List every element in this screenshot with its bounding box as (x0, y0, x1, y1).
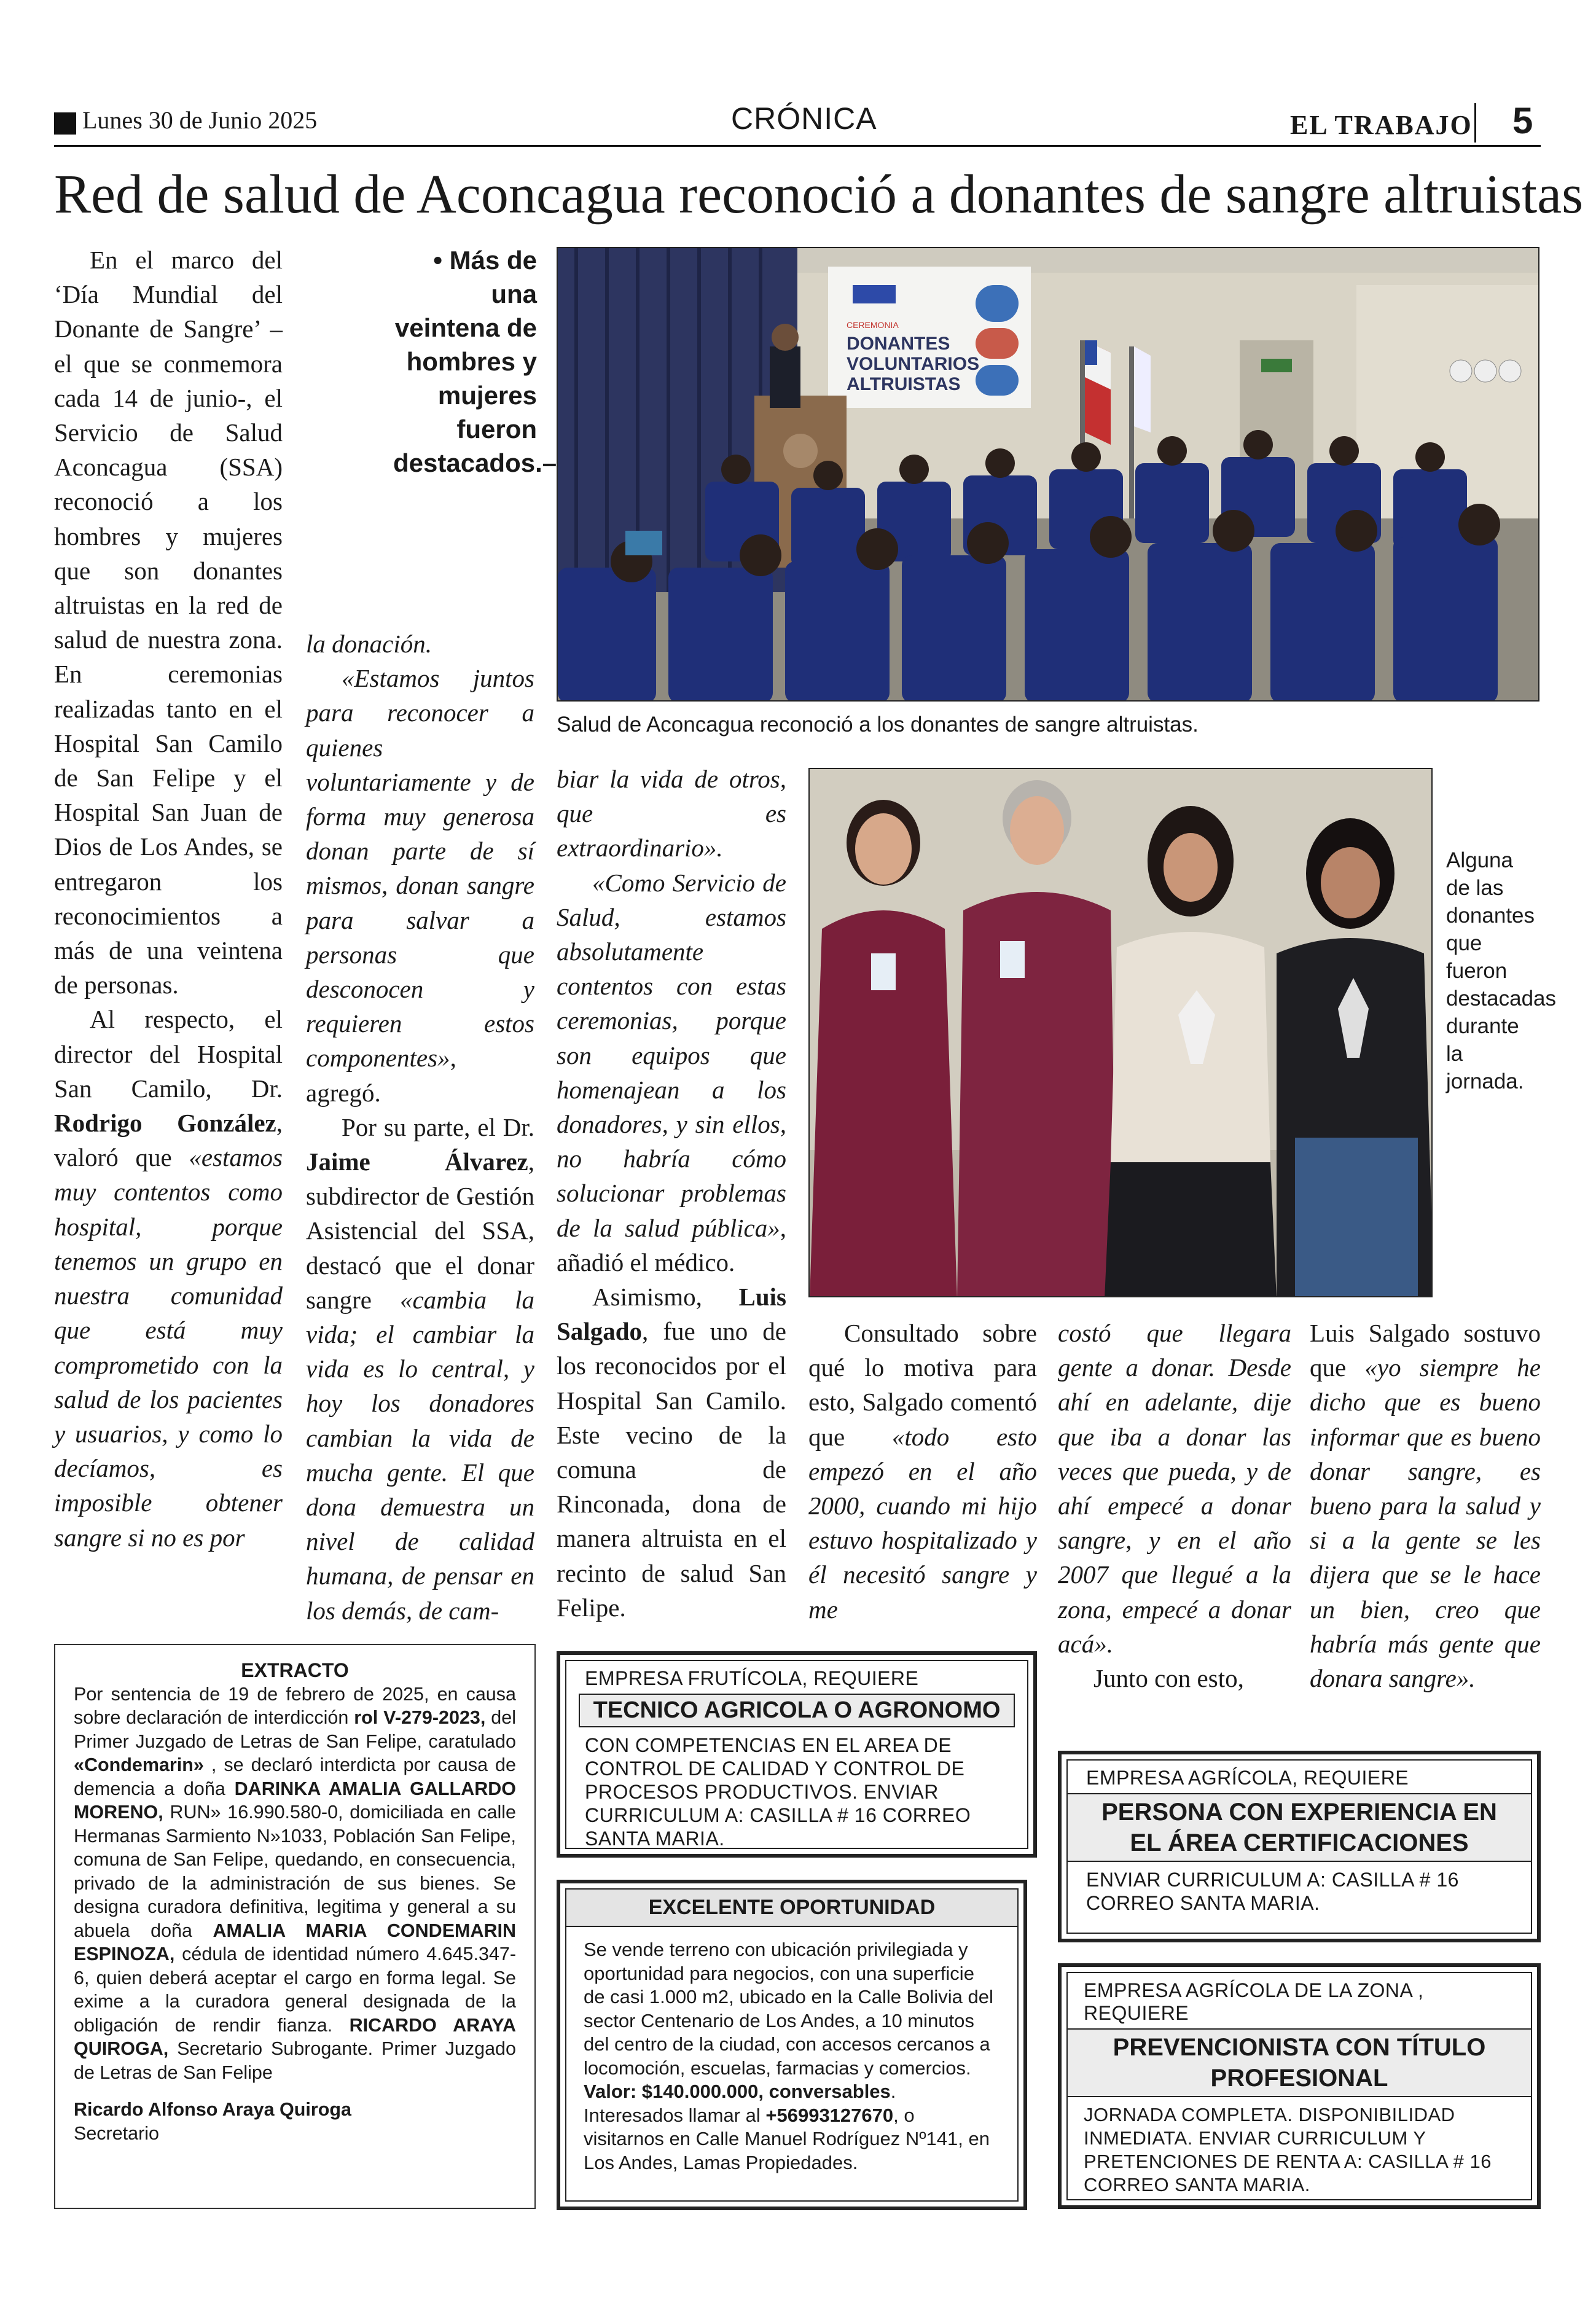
classified-ad-prevencionista (1058, 1963, 1541, 2209)
svg-text:CEREMONIA: CEREMONIA (847, 320, 899, 330)
svg-text:DONANTES: DONANTES (847, 334, 950, 354)
article-column-4: Consultado sobre qué lo motiva para esto, Salgado comentó que «todo esto empezó en el año 2000, cuando mi hijo estuvo hospitalizado y él necesitó sangre y me (808, 1319, 1038, 1624)
article-column-2: la donación. «Estamos juntos para reconocer a quienes voluntariamente y de forma muy generosa donan parte de sí mismos, donan sangre para salvar a personas que desconocen y requieren estos componentes», agregó. Por su parte, el Dr. Jaime Álvarez, subdirector de Gestión Asistencial del SSA, destacó que el donar sangre «cambia la vida; el cambiar la vida es lo central, y hoy los donadores cambian la vida de mucha gente. El que dona demuestra un nivel de calidad humana, de pensar en los demás, de cam- (306, 630, 534, 1625)
ad4-title: PREVENCIONISTA CON TÍTULO PROFESIONAL (1113, 2034, 1486, 2092)
ad3-header: EMPRESA AGRÍCOLA, REQUIERE (1086, 1767, 1409, 1789)
classified-ad-tecnico-agricola (557, 1651, 1037, 1858)
legal-extract-role: Secretario (74, 2122, 160, 2144)
ad3-title: PERSONA CON EXPERIENCIA EN EL ÁREA CERTIFICACIONES (1101, 1799, 1497, 1856)
header-rule (54, 145, 1541, 147)
article-column-5: costó que llegara gente a donar. Desde ahí en adelante, dije que iba a donar las veces que pueda, y de ahí empecé a donar sangre, y en el año 2007 que llegué a la zona, empecé a donar acá». Junto con esto, (1058, 1319, 1291, 1693)
legal-extract-body: Por sentencia de 19 de febrero de 2025, en causa sobre declaración de interdicción rol V-279-2023, del Primer Juzgado de Letras de San Felipe, caratulado «Condemarin» , se declaró interdicta por causa de demencia a doña DARINKA AMALIA GALLARDO MORENO, RUN» 16.990.580-0, domiciliada en calle Hermanas Sarmiento N»1033, Población San Felipe, comuna de San Felipe, quedando, en consecuencia, privado de la administración de sus bienes. Se designa curadora definitiva, legitima y general a su abuela doña AMALIA MARIA CONDEMARIN ESPINOZA, cédula de identidad número 4.645.347-6, quien deberá aceptar el cargo en forma legal. Se exime a la curadora general designada de la obligación de rendir fianza. RICARDO ARAYA QUIROGA, Secretario Subrogante. Primer Juzgado de Letras de San Felipe (74, 1683, 517, 2083)
ad3-body: ENVIAR CURRICULUM A: CASILLA # 16 CORREO SANTA MARIA. (1086, 1869, 1459, 1914)
ad1-title: TECNICO AGRICOLA O AGRONOMO (593, 1697, 1001, 1723)
classified-ad-terreno (557, 1880, 1027, 2210)
ad2-body: Se vende terreno con ubicación privilegiada y oportunidad para negocios, con una superficie de casi 1.000 m2, ubicado en la Calle Bolivia del sector Centenario de Los Andes, a 10 minutos del centro de la ciudad, con accesos cercanos a locomoción, escuelas, farmacias y comercios. Valor: $140.000.000, conversables. Interesados llamar al +56993127670, o visitarnos en Calle Manuel Rodríguez Nº141, en Los Andes, Lamas Propiedades. (584, 1939, 993, 2173)
issue-date: Lunes 30 de Junio 2025 (82, 106, 318, 134)
section-name: CRÓNICA (731, 101, 877, 136)
donors-photo (808, 768, 1433, 1297)
classified-ad-certificaciones (1058, 1751, 1541, 1942)
ad1-header: EMPRESA FRUTÍCOLA, REQUIERE (585, 1667, 919, 1689)
ad2-title: EXCELENTE OPORTUNIDAD (648, 1896, 936, 1919)
legal-extract-signer: Ricardo Alfonso Araya Quiroga (74, 2099, 351, 2120)
ceremony-photo (557, 247, 1539, 702)
svg-text:ALTRUISTAS: ALTRUISTAS (847, 374, 961, 394)
photo-caption-donors: Alguna de las donantes que fueron destacadas durante la jornada. (1446, 848, 1557, 1093)
photo-caption-ceremony: Salud de Aconcagua reconoció a los donantes de sangre altruistas. (557, 713, 1199, 737)
article-column-3: biar la vida de otros, que es extraordinario». «Como Servicio de Salud, estamos absolutamente contentos con estas ceremonias, porque son equipos que homenajean a los donadores, y sin ellos, no habría cómo solucionar problemas de la salud pública», añadió el médico. Asimismo, Luis Salgado, fue uno de los reconocidos por el Hospital San Camilo. Este vecino de la comuna de Rinconada, dona de manera altruista en el recinto de salud San Felipe. (557, 765, 786, 1622)
article-column-6: Luis Salgado sostuvo que «yo siempre he dicho que es bueno informar que es bueno donar sangre, es bueno para la salud y si a la gente se les dijera que se le hace un bien, creo que habría más gente que donara sangre». (1310, 1319, 1541, 1693)
article-pullquote: • Más de una veintena de hombres y mujeres fueron destacados.– (393, 246, 557, 477)
legal-extract-box (54, 1644, 536, 2209)
article-headline: Red de salud de Aconcagua reconoció a donantes de sangre altruistas (54, 164, 1584, 225)
ad4-header: EMPRESA AGRÍCOLA DE LA ZONA , REQUIERE (1084, 1979, 1424, 2024)
svg-text:VOLUNTARIOS: VOLUNTARIOS (847, 354, 980, 374)
page-number: 5 (1512, 100, 1533, 141)
header-marker (54, 112, 76, 135)
legal-extract-title: EXTRACTO (241, 1659, 349, 1681)
ad4-body: JORNADA COMPLETA. DISPONIBILIDAD INMEDIATA. ENVIAR CURRICULUM Y PRETENCIONES DE RENTA A: CASILLA # 16 CORREO SANTA MARIA. (1084, 2104, 1492, 2195)
newspaper-name: EL TRABAJO (1290, 110, 1473, 140)
ad1-body: CON COMPETENCIAS EN EL AREA DE CONTROL DE CALIDAD Y CONTROL DE PROCESOS PRODUCTIVOS. ENVIAR CURRICULUM A: CASILLA # 16 CORREO SANTA MARIA. (585, 1734, 971, 1850)
header-divider (1474, 103, 1476, 143)
article-column-1: En el marco del ‘Día Mundial del Donante de Sangre’ –el que se conmemora cada 14 de junio-, el Servicio de Salud Aconcagua (SSA) reconoció a los hombres y mujeres que son donantes altruistas en la red de salud de nuestra zona. En ceremonias realizadas tanto en el Hospital San Camilo de San Felipe y el Hospital San Juan de Dios de Los Andes, se entregaron los reconocimientos a más de una veintena de personas. Al respecto, el director del Hospital San Camilo, Dr. Rodrigo González, valoró que «estamos muy contentos como hospital, porque tenemos un grupo en nuestra comunidad que está muy comprometido con la salud de los pacientes y usuarios, y como lo decíamos, es imposible obtener sangre si no es por (54, 246, 283, 1552)
